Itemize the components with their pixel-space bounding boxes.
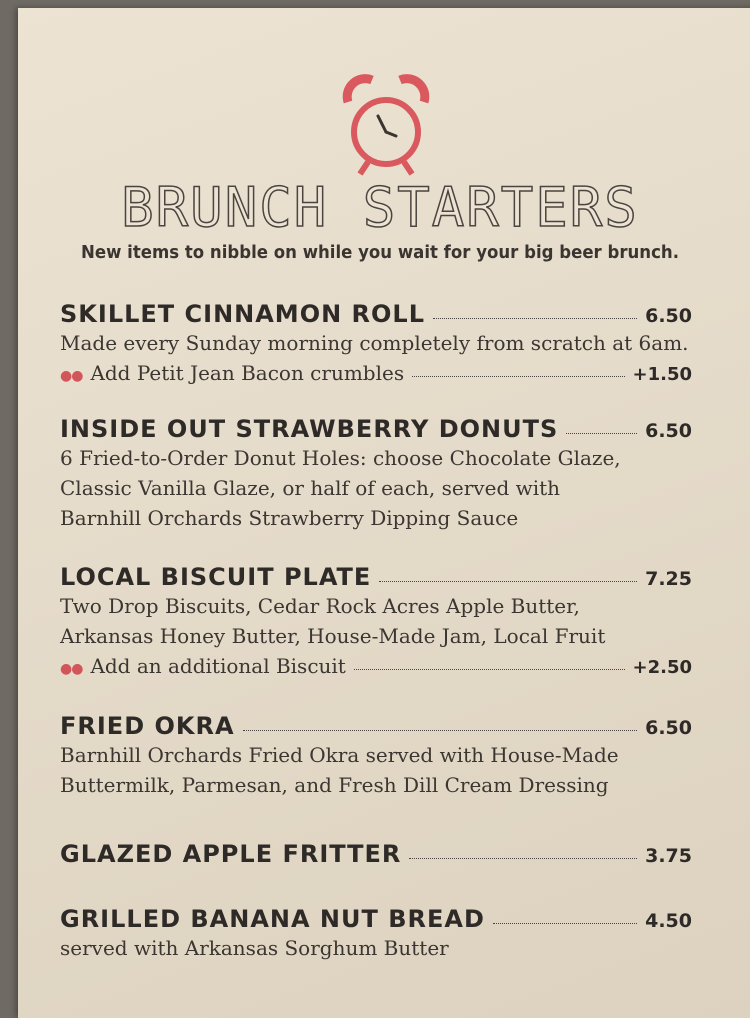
- item-name: GLAZED APPLE FRITTER: [60, 840, 402, 868]
- item-name: INSIDE OUT STRAWBERRY DONUTS: [60, 415, 559, 443]
- menu-item: [60, 905, 692, 963]
- item-addon: [60, 358, 692, 391]
- alarm-clock-icon: [338, 70, 434, 190]
- menu-title: BRUNCH STARTERS: [121, 176, 639, 239]
- dot-leader: [566, 433, 637, 434]
- menu-item: [60, 415, 692, 533]
- item-description: Classic Vanilla Glaze, or half of each, served with: [60, 476, 561, 500]
- menu-tagline: New items to nibble on while you wait for your big beer brunch.: [81, 242, 679, 263]
- item-description: Buttermilk, Parmesan, and Fresh Dill Cream Dressing: [60, 773, 609, 797]
- item-description: 6 Fried-to-Order Donut Holes: choose Chocolate Glaze,: [60, 446, 621, 470]
- dot-leader: [354, 669, 625, 670]
- dot-leader: [493, 923, 637, 924]
- addon-price: +2.50: [632, 657, 692, 678]
- item-description: Barnhill Orchards Fried Okra served with House-Made: [60, 743, 619, 767]
- item-name: FRIED OKRA: [60, 712, 235, 740]
- menu-item: [60, 300, 692, 391]
- item-description: Two Drop Biscuits, Cedar Rock Acres Apple Butter,: [60, 594, 580, 618]
- item-price: 7.25: [645, 568, 692, 590]
- item-price: 3.75: [645, 845, 692, 867]
- item-price: 4.50: [645, 910, 692, 932]
- menu-item: [60, 563, 692, 684]
- addon-label: Add an additional Biscuit: [90, 654, 346, 678]
- item-addon: [60, 651, 692, 684]
- item-description: Arkansas Honey Butter, House-Made Jam, Local Fruit: [60, 624, 606, 648]
- bullet-dots-icon: ●●: [60, 661, 83, 677]
- dot-leader: [433, 318, 637, 319]
- addon-label: Add Petit Jean Bacon crumbles: [90, 361, 405, 385]
- menu-item: [60, 840, 692, 868]
- item-price: 6.50: [645, 305, 692, 327]
- item-description: served with Arkansas Sorghum Butter: [60, 936, 449, 960]
- item-name: GRILLED BANANA NUT BREAD: [60, 905, 485, 933]
- item-price: 6.50: [645, 420, 692, 442]
- item-price: 6.50: [645, 717, 692, 739]
- item-description: Made every Sunday morning completely from scratch at 6am.: [60, 331, 689, 355]
- item-name: LOCAL BISCUIT PLATE: [60, 563, 372, 591]
- dot-leader: [379, 581, 637, 582]
- menu-item: [60, 712, 692, 800]
- bullet-dots-icon: ●●: [60, 368, 83, 384]
- dot-leader: [409, 858, 637, 859]
- addon-price: +1.50: [632, 364, 692, 385]
- item-name: SKILLET CINNAMON ROLL: [60, 300, 426, 328]
- dot-leader: [243, 730, 638, 731]
- dot-leader: [412, 376, 624, 377]
- item-description: Barnhill Orchards Strawberry Dipping Sauce: [60, 506, 519, 530]
